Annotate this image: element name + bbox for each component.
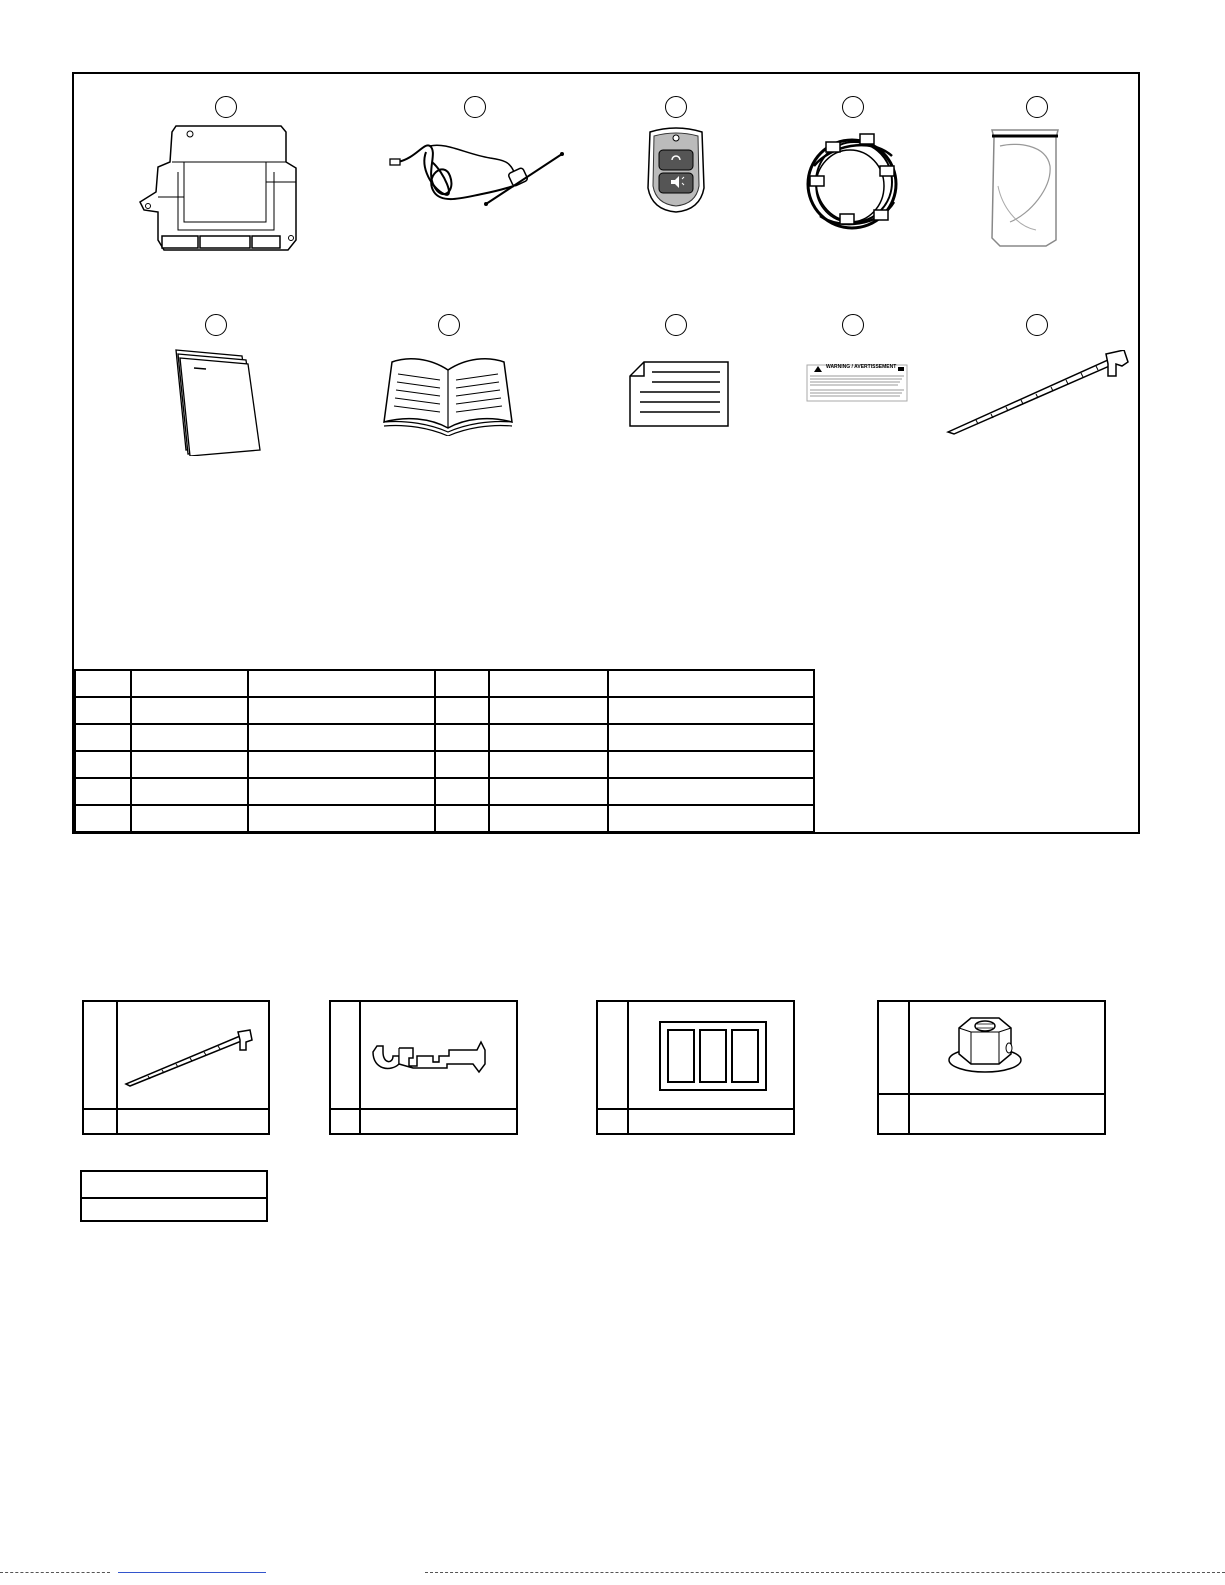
table-cell: [75, 697, 131, 724]
remote-fob-icon: [642, 126, 710, 214]
table-cell: [489, 778, 608, 805]
table-cell: [75, 670, 131, 697]
table-cell: [608, 805, 814, 832]
table-row: [75, 670, 814, 697]
flange-nut-icon: [945, 1012, 1025, 1076]
table-cell: [248, 697, 435, 724]
item-number-circle-4: [842, 96, 864, 118]
antenna-cable-icon: [386, 132, 566, 214]
connector-plug-icon: [658, 1020, 768, 1092]
table-cell: [75, 778, 131, 805]
table-cell: [608, 697, 814, 724]
table-cell: [435, 751, 489, 778]
hardware-box-connector: [596, 1000, 795, 1135]
page-footer: [0, 1562, 1225, 1585]
table-cell: [248, 724, 435, 751]
item-number-circle-1: [215, 96, 237, 118]
instruction-sheets-icon: [170, 346, 266, 456]
plastic-bag-icon: [986, 126, 1064, 248]
cable-tie-icon: [124, 1026, 264, 1088]
item-number-circle-8: [665, 314, 687, 336]
item-number-circle-2: [464, 96, 486, 118]
table-cell: [435, 805, 489, 832]
table-cell: [75, 724, 131, 751]
table-cell: [608, 670, 814, 697]
item-number-circle-9: [842, 314, 864, 336]
item-number-circle-6: [205, 314, 227, 336]
table-row: [75, 778, 814, 805]
ecu-module-icon: [136, 122, 304, 254]
terminal-connector-icon: [369, 1034, 515, 1078]
table-row: [75, 751, 814, 778]
table-cell: [131, 724, 248, 751]
info-card-icon: [628, 360, 730, 430]
item-number-circle-3: [665, 96, 687, 118]
open-book-icon: [380, 356, 516, 436]
warning-label-heading: WARNING / AVERTISSEMENT: [826, 364, 897, 370]
table-cell: [131, 778, 248, 805]
table-cell: [489, 670, 608, 697]
table-cell: [435, 670, 489, 697]
kit-contents-panel: [72, 72, 1140, 834]
table-cell: [248, 778, 435, 805]
hardware-box-cable-tie: [82, 1000, 270, 1135]
table-row: [75, 724, 814, 751]
hardware-box-terminal: [329, 1000, 518, 1135]
cable-tie-icon: [946, 350, 1132, 436]
table-cell: [608, 751, 814, 778]
table-cell: [131, 670, 248, 697]
table-cell: [75, 805, 131, 832]
table-cell: [131, 805, 248, 832]
table-cell: [75, 751, 131, 778]
table-cell: [435, 697, 489, 724]
table-cell: [248, 751, 435, 778]
table-row: [75, 805, 814, 832]
table-row: [75, 697, 814, 724]
table-cell: [131, 697, 248, 724]
footer-link[interactable]: [118, 1566, 266, 1573]
note-box: [80, 1170, 268, 1222]
table-cell: [489, 724, 608, 751]
table-cell: [435, 724, 489, 751]
table-cell: [608, 724, 814, 751]
table-cell: [248, 670, 435, 697]
hardware-box-flange-nut: [877, 1000, 1106, 1135]
table-cell: [435, 778, 489, 805]
item-number-circle-10: [1026, 314, 1048, 336]
parts-table: [74, 669, 815, 833]
item-number-circle-5: [1026, 96, 1048, 118]
table-cell: [131, 751, 248, 778]
table-cell: [489, 805, 608, 832]
table-cell: [608, 778, 814, 805]
item-number-circle-7: [438, 314, 460, 336]
table-cell: [489, 751, 608, 778]
table-cell: [489, 697, 608, 724]
wire-harness-icon: [800, 126, 906, 236]
table-cell: [248, 805, 435, 832]
